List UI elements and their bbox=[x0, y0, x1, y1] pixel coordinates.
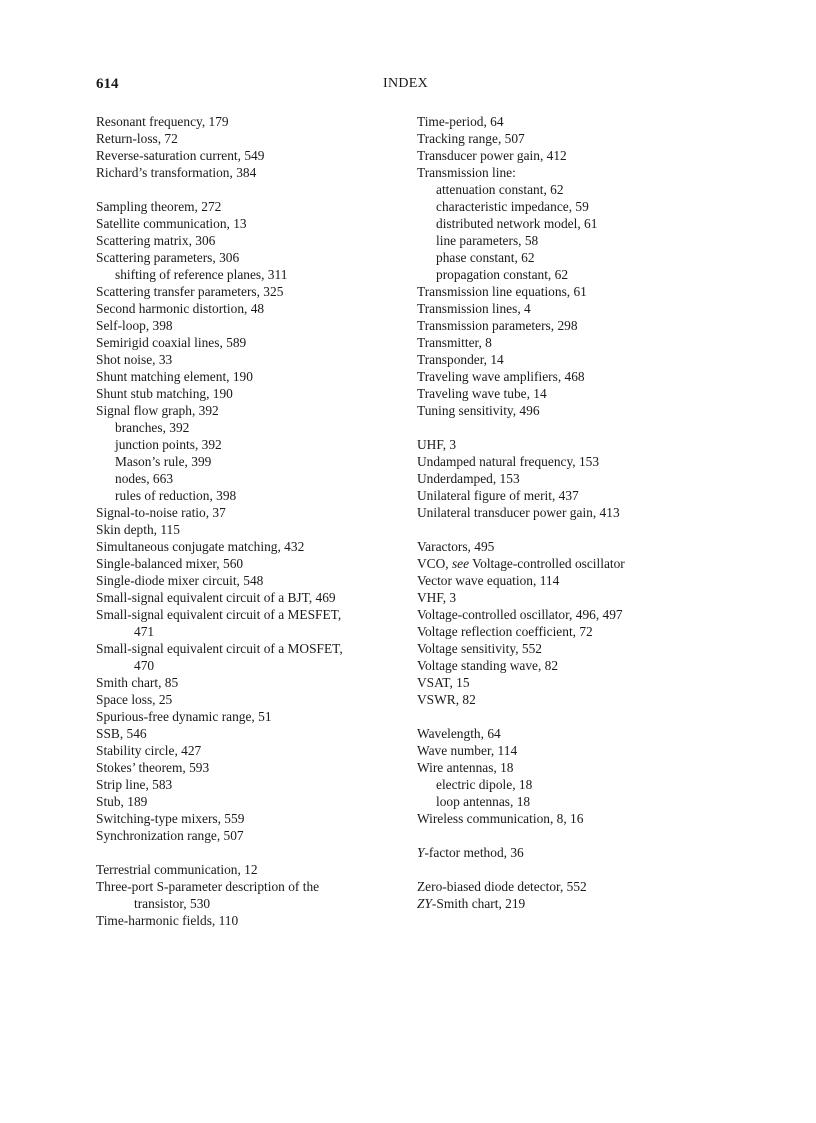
index-entry: Spurious-free dynamic range, 51 bbox=[96, 709, 272, 724]
index-entry: Tuning sensitivity, 496 bbox=[417, 403, 540, 418]
index-subentry: nodes, 663 bbox=[115, 471, 174, 486]
index-subentry: characteristic impedance, 59 bbox=[436, 199, 589, 214]
index-entry: Three-port S-parameter description of the bbox=[96, 879, 320, 894]
index-column-right bbox=[417, 113, 717, 912]
index-entry: Shot noise, 33 bbox=[96, 352, 173, 367]
running-head: INDEX bbox=[383, 76, 429, 91]
index-entry: Simultaneous conjugate matching, 432 bbox=[96, 539, 305, 554]
index-entry: Satellite communication, 13 bbox=[96, 216, 247, 231]
index-entry: Unilateral figure of merit, 437 bbox=[417, 488, 579, 503]
index-entry-y-factor bbox=[417, 844, 717, 861]
index-entry: Switching-type mixers, 559 bbox=[96, 811, 245, 826]
index-entry: Shunt stub matching, 190 bbox=[96, 386, 233, 401]
index-subentry: shifting of reference planes, 311 bbox=[115, 267, 288, 282]
index-entry: Small-signal equivalent circuit of a BJT, 469 bbox=[96, 590, 336, 605]
index-entry: Voltage-controlled oscillator, 496, 497 bbox=[417, 607, 623, 622]
index-entry: Semirigid coaxial lines, 589 bbox=[96, 335, 247, 350]
index-subentry: line parameters, 58 bbox=[436, 233, 539, 248]
index-entry: Transmission line equations, 61 bbox=[417, 284, 587, 299]
vco-target: Voltage-controlled oscillator bbox=[469, 556, 625, 571]
index-subentry: phase constant, 62 bbox=[436, 250, 535, 265]
index-entry: VSWR, 82 bbox=[417, 692, 476, 707]
index-entry: Signal-to-noise ratio, 37 bbox=[96, 505, 226, 520]
y-symbol: Y bbox=[417, 845, 425, 860]
index-entry: Tracking range, 507 bbox=[417, 131, 525, 146]
index-entry: Underdamped, 153 bbox=[417, 471, 520, 486]
zy-smith-text: -Smith chart, 219 bbox=[431, 896, 526, 911]
index-subentry: Mason’s rule, 399 bbox=[115, 454, 212, 469]
index-entry: Zero-biased diode detector, 552 bbox=[417, 879, 587, 894]
index-entry: Voltage sensitivity, 552 bbox=[417, 641, 542, 656]
index-entry: Strip line, 583 bbox=[96, 777, 173, 792]
zy-symbol: ZY bbox=[417, 896, 432, 911]
index-subentry: branches, 392 bbox=[115, 420, 190, 435]
index-entry: Scattering parameters, 306 bbox=[96, 250, 240, 265]
index-subentry: loop antennas, 18 bbox=[436, 794, 531, 809]
index-entry: Transmission parameters, 298 bbox=[417, 318, 578, 333]
index-entry: Unilateral transducer power gain, 413 bbox=[417, 505, 620, 520]
index-subentry: electric dipole, 18 bbox=[436, 777, 533, 792]
index-entry: Smith chart, 85 bbox=[96, 675, 179, 690]
index-entry: VSAT, 15 bbox=[417, 675, 470, 690]
index-entry: Vector wave equation, 114 bbox=[417, 573, 560, 588]
index-entry: Self-loop, 398 bbox=[96, 318, 173, 333]
index-subentry: propagation constant, 62 bbox=[436, 267, 569, 282]
index-entry: Reverse-saturation current, 549 bbox=[96, 148, 265, 163]
index-entry: Undamped natural frequency, 153 bbox=[417, 454, 600, 469]
index-entry-continuation: transistor, 530 bbox=[134, 896, 211, 911]
index-entry: Single-balanced mixer, 560 bbox=[96, 556, 244, 571]
index-entry: Transponder, 14 bbox=[417, 352, 504, 367]
index-entry: Voltage standing wave, 82 bbox=[417, 658, 559, 673]
index-entry-continuation: 470 bbox=[134, 658, 155, 673]
index-entry: Time-period, 64 bbox=[417, 114, 504, 129]
index-entry: Wire antennas, 18 bbox=[417, 760, 514, 775]
index-entry: Voltage reflection coefficient, 72 bbox=[417, 624, 593, 639]
index-entry: Shunt matching element, 190 bbox=[96, 369, 253, 384]
index-entry: SSB, 546 bbox=[96, 726, 147, 741]
index-entry: Transducer power gain, 412 bbox=[417, 148, 567, 163]
index-entry: Richard’s transformation, 384 bbox=[96, 165, 257, 180]
index-entry: Skin depth, 115 bbox=[96, 522, 180, 537]
index-entry: Wireless communication, 8, 16 bbox=[417, 811, 584, 826]
vco-label: VCO, bbox=[417, 556, 452, 571]
index-entry: Second harmonic distortion, 48 bbox=[96, 301, 265, 316]
index-subentry: distributed network model, 61 bbox=[436, 216, 598, 231]
index-entry: Scattering transfer parameters, 325 bbox=[96, 284, 284, 299]
index-entry: Space loss, 25 bbox=[96, 692, 173, 707]
index-entry: Stub, 189 bbox=[96, 794, 148, 809]
index-entry: Time-harmonic fields, 110 bbox=[96, 913, 239, 928]
index-subentry: junction points, 392 bbox=[115, 437, 222, 452]
index-entry: Transmission line: bbox=[417, 165, 516, 180]
index-entry: Small-signal equivalent circuit of a MESFET, bbox=[96, 607, 342, 622]
index-entry: VHF, 3 bbox=[417, 590, 457, 605]
index-entry: UHF, 3 bbox=[417, 437, 457, 452]
index-column-left bbox=[96, 113, 396, 929]
index-subentry: attenuation constant, 62 bbox=[436, 182, 564, 197]
index-entry: Signal flow graph, 392 bbox=[96, 403, 219, 418]
index-entry: Stability circle, 427 bbox=[96, 743, 202, 758]
index-entry: Traveling wave tube, 14 bbox=[417, 386, 547, 401]
index-entry: Transmitter, 8 bbox=[417, 335, 492, 350]
index-entry-zy-smith bbox=[417, 895, 717, 912]
index-entry: Stokes’ theorem, 593 bbox=[96, 760, 210, 775]
index-entry-vco bbox=[417, 555, 717, 572]
index-subentry: rules of reduction, 398 bbox=[115, 488, 237, 503]
index-entry: Scattering matrix, 306 bbox=[96, 233, 216, 248]
index-entry: Resonant frequency, 179 bbox=[96, 114, 229, 129]
index-entry: Single-diode mixer circuit, 548 bbox=[96, 573, 264, 588]
index-entry: Synchronization range, 507 bbox=[96, 828, 244, 843]
index-entry: Wavelength, 64 bbox=[417, 726, 501, 741]
index-entry: Transmission lines, 4 bbox=[417, 301, 531, 316]
y-factor-text: -factor method, 36 bbox=[424, 845, 524, 860]
index-entry: Return-loss, 72 bbox=[96, 131, 178, 146]
index-entry: Wave number, 114 bbox=[417, 743, 518, 758]
index-entry: Small-signal equivalent circuit of a MOSFET, bbox=[96, 641, 343, 656]
index-entry-continuation: 471 bbox=[134, 624, 155, 639]
see-reference: see bbox=[451, 556, 470, 571]
index-entry: Varactors, 495 bbox=[417, 539, 495, 554]
index-entry: Traveling wave amplifiers, 468 bbox=[417, 369, 585, 384]
index-entry: Sampling theorem, 272 bbox=[96, 199, 222, 214]
index-entry: Terrestrial communication, 12 bbox=[96, 862, 258, 877]
page-number: 614 bbox=[96, 76, 119, 92]
